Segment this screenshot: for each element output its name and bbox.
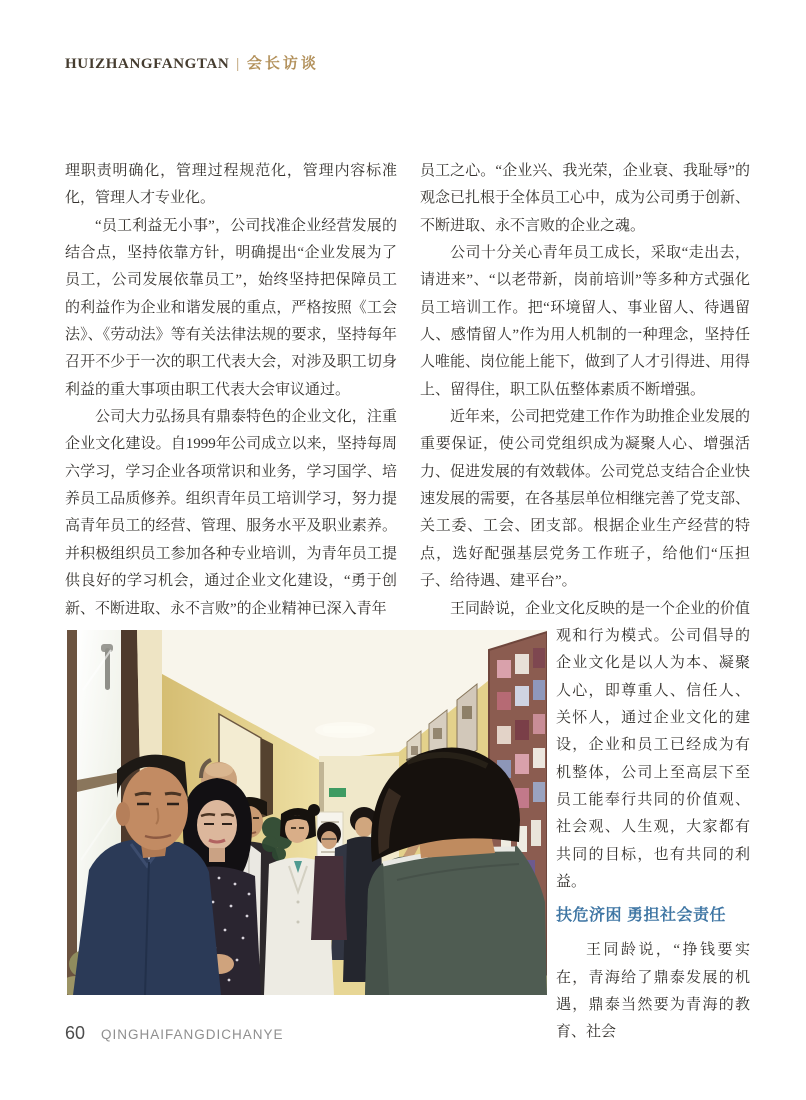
- left-column: [65, 158, 397, 623]
- body-paragraph: 王同龄说，“挣钱要实在，青海给了鼎泰发展的机遇，鼎泰当然要为青海的教育、社会: [556, 942, 750, 1041]
- eyebrow-pinyin: HUIZHANGFANGTAN: [65, 56, 230, 72]
- eyebrow-divider: |: [236, 56, 240, 72]
- section-heading: 扶危济困 勇担社会责任: [556, 907, 726, 925]
- article-photo: [67, 630, 547, 995]
- body-paragraph-wrap-rest: 观和行为模式。公司倡导的企业文化是以人为本、凝聚人心，即尊重人、信任人、关怀人，通过企业文化的建设，企业和员工已经成为有机整体，公司上至高层下至员工能奉行共同的价值观、社会观、人生观，大家都有共同的目标，也有共同的利益。: [556, 627, 750, 890]
- body-paragraph: 公司十分关心青年员工成长，采取“走出去，请进来”、“以老带新，岗前培训”等多种方式强化员工培训工作。把“环境留人、事业留人、待遇留人、感情留人”作为用人机制的一种理念，坚持任人唯能、岗位能上能下，做到了人才引得进、用得上、留得住，职工队伍整体素质不断增强。: [420, 245, 751, 398]
- page-footer: [65, 1023, 284, 1044]
- page-number: 60: [65, 1023, 86, 1043]
- hallway-visit-illustration: [67, 630, 547, 995]
- body-paragraph: 公司大力弘扬具有鼎泰特色的企业文化，注重企业文化建设。自1999年公司成立以来，坚持每周六学习，学习企业各项常识和业务，学习国学、培养员工品质修养。组织青年员工培训学习，努力提高青年员工的经营、管理、服务水平及职业素养。并积极组织员工参加各种专业培训，为青年员工提供良好的学习机会，通过企业文化建设，“勇于创新、不断进取、永不言败”的企业精神已深入青年: [65, 409, 397, 617]
- exit-sign: [329, 788, 346, 797]
- page-eyebrow: [65, 52, 319, 73]
- eyebrow-chinese: 会长访谈: [246, 56, 319, 72]
- photo-wrap-text-region: [556, 623, 750, 1047]
- ceiling-light: [323, 726, 367, 733]
- body-paragraph: “员工利益无小事”，公司找准企业经营发展的结合点，坚持依靠方针，明确提出“企业发展为了员工，公司发展依靠员工”，始终坚持把保障员工的利益作为企业和谐发展的重点，严格按照《工会法》、《劳动法》等有关法律法规的要求，坚持每年召开不少于一次的职工代表大会，对涉及职工切身利益的重大事项由职工代表大会审议通过。: [65, 217, 397, 398]
- body-paragraph-wrap-lead: 王同龄说，企业文化反映的是一个企业的价值: [450, 600, 751, 617]
- body-paragraph: 近年来，公司把党建工作作为助推企业发展的重要保证，使公司党组织成为凝聚人心、增强活力、促进发展的有效载体。公司党总支结合企业快速发展的需要，在各基层单位相继完善了党支部、关工委、工会、团支部。根据企业生产经营的特点，选好配强基层党务工作班子，给他们“压担子、给待遇、建平台”。: [420, 409, 751, 590]
- body-paragraph: 理职责明确化，管理过程规范化，管理内容标准化，管理人才专业化。: [65, 163, 397, 207]
- journal-slug: QINGHAIFANGDICHANYE: [101, 1027, 284, 1042]
- body-paragraph: 员工之心。“企业兴、我光荣，企业衰、我耻辱”的观念已扎根于全体员工心中，成为公司勇于创新、不断进取、永不言败的企业之魂。: [420, 163, 751, 234]
